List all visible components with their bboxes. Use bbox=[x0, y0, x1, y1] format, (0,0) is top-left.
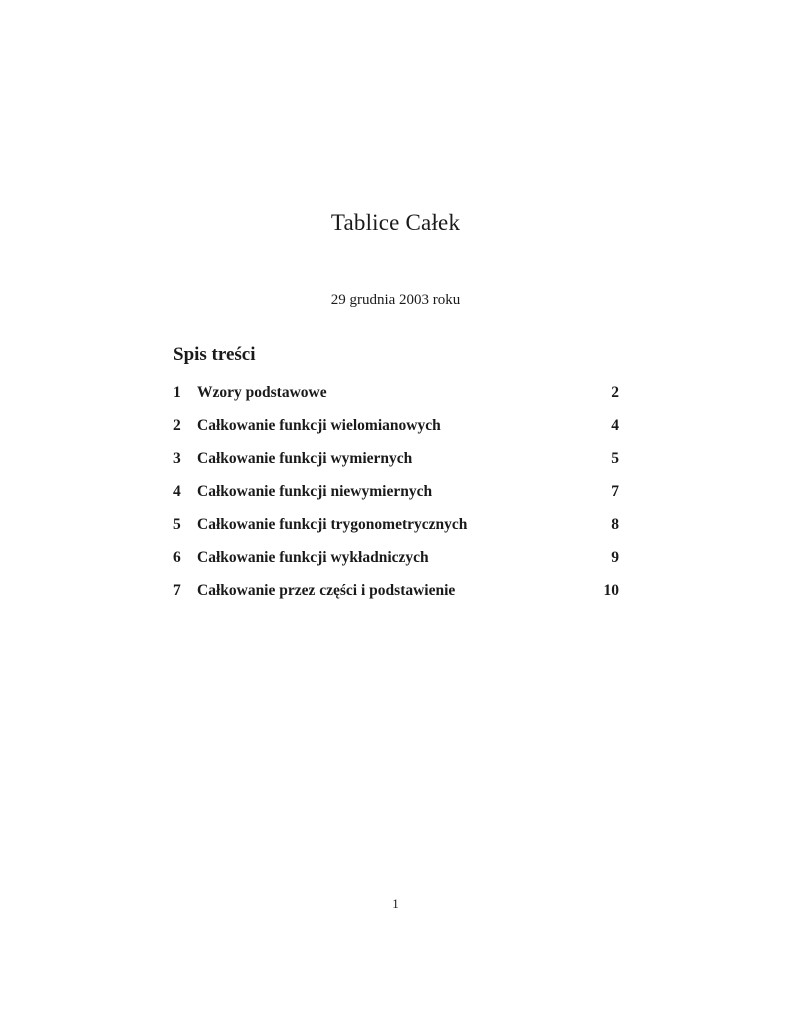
toc-entry-page[interactable]: 10 bbox=[603, 582, 619, 599]
toc-entry[interactable] bbox=[173, 384, 619, 417]
toc-entry-page[interactable]: 7 bbox=[611, 483, 619, 500]
toc-entry-title[interactable]: Wzory podstawowe bbox=[197, 384, 327, 401]
toc-entry-title[interactable]: Całkowanie funkcji wykładniczych bbox=[197, 549, 429, 566]
toc-entry[interactable] bbox=[173, 417, 619, 450]
toc-entry-page[interactable]: 2 bbox=[611, 384, 619, 401]
page-number: 1 bbox=[392, 896, 399, 911]
toc-entry[interactable] bbox=[173, 549, 619, 582]
toc-entry-number: 3 bbox=[173, 450, 181, 467]
toc-entry-number: 7 bbox=[173, 582, 181, 599]
toc-entry-number: 2 bbox=[173, 417, 181, 434]
toc-entry-number: 6 bbox=[173, 549, 181, 566]
toc-entry-title[interactable]: Całkowanie funkcji wymiernych bbox=[197, 450, 413, 467]
document-title: Tablice Całek bbox=[330, 210, 461, 235]
toc-entry-page[interactable]: 5 bbox=[611, 450, 619, 467]
toc-entry[interactable] bbox=[173, 450, 619, 483]
toc-entry[interactable] bbox=[173, 582, 619, 615]
document-date: 29 grudnia 2003 roku bbox=[330, 292, 461, 308]
toc-entry-title[interactable]: Całkowanie funkcji trygonometrycznych bbox=[197, 516, 468, 533]
toc-entry-title[interactable]: Całkowanie funkcji niewymiernych bbox=[197, 483, 433, 500]
table-of-contents bbox=[173, 384, 619, 615]
toc-heading: Spis treści bbox=[173, 344, 256, 365]
toc-entry-title[interactable]: Całkowanie przez części i podstawienie bbox=[197, 582, 456, 599]
toc-entry[interactable] bbox=[173, 483, 619, 516]
toc-entry-page[interactable]: 9 bbox=[611, 549, 619, 566]
toc-entry[interactable] bbox=[173, 516, 619, 549]
toc-entry-number: 4 bbox=[173, 483, 181, 500]
toc-entry-page[interactable]: 4 bbox=[611, 417, 619, 434]
toc-entry-number: 1 bbox=[173, 384, 181, 401]
toc-entry-page[interactable]: 8 bbox=[611, 516, 619, 533]
toc-entry-number: 5 bbox=[173, 516, 181, 533]
toc-entry-title[interactable]: Całkowanie funkcji wielomianowych bbox=[197, 417, 441, 434]
